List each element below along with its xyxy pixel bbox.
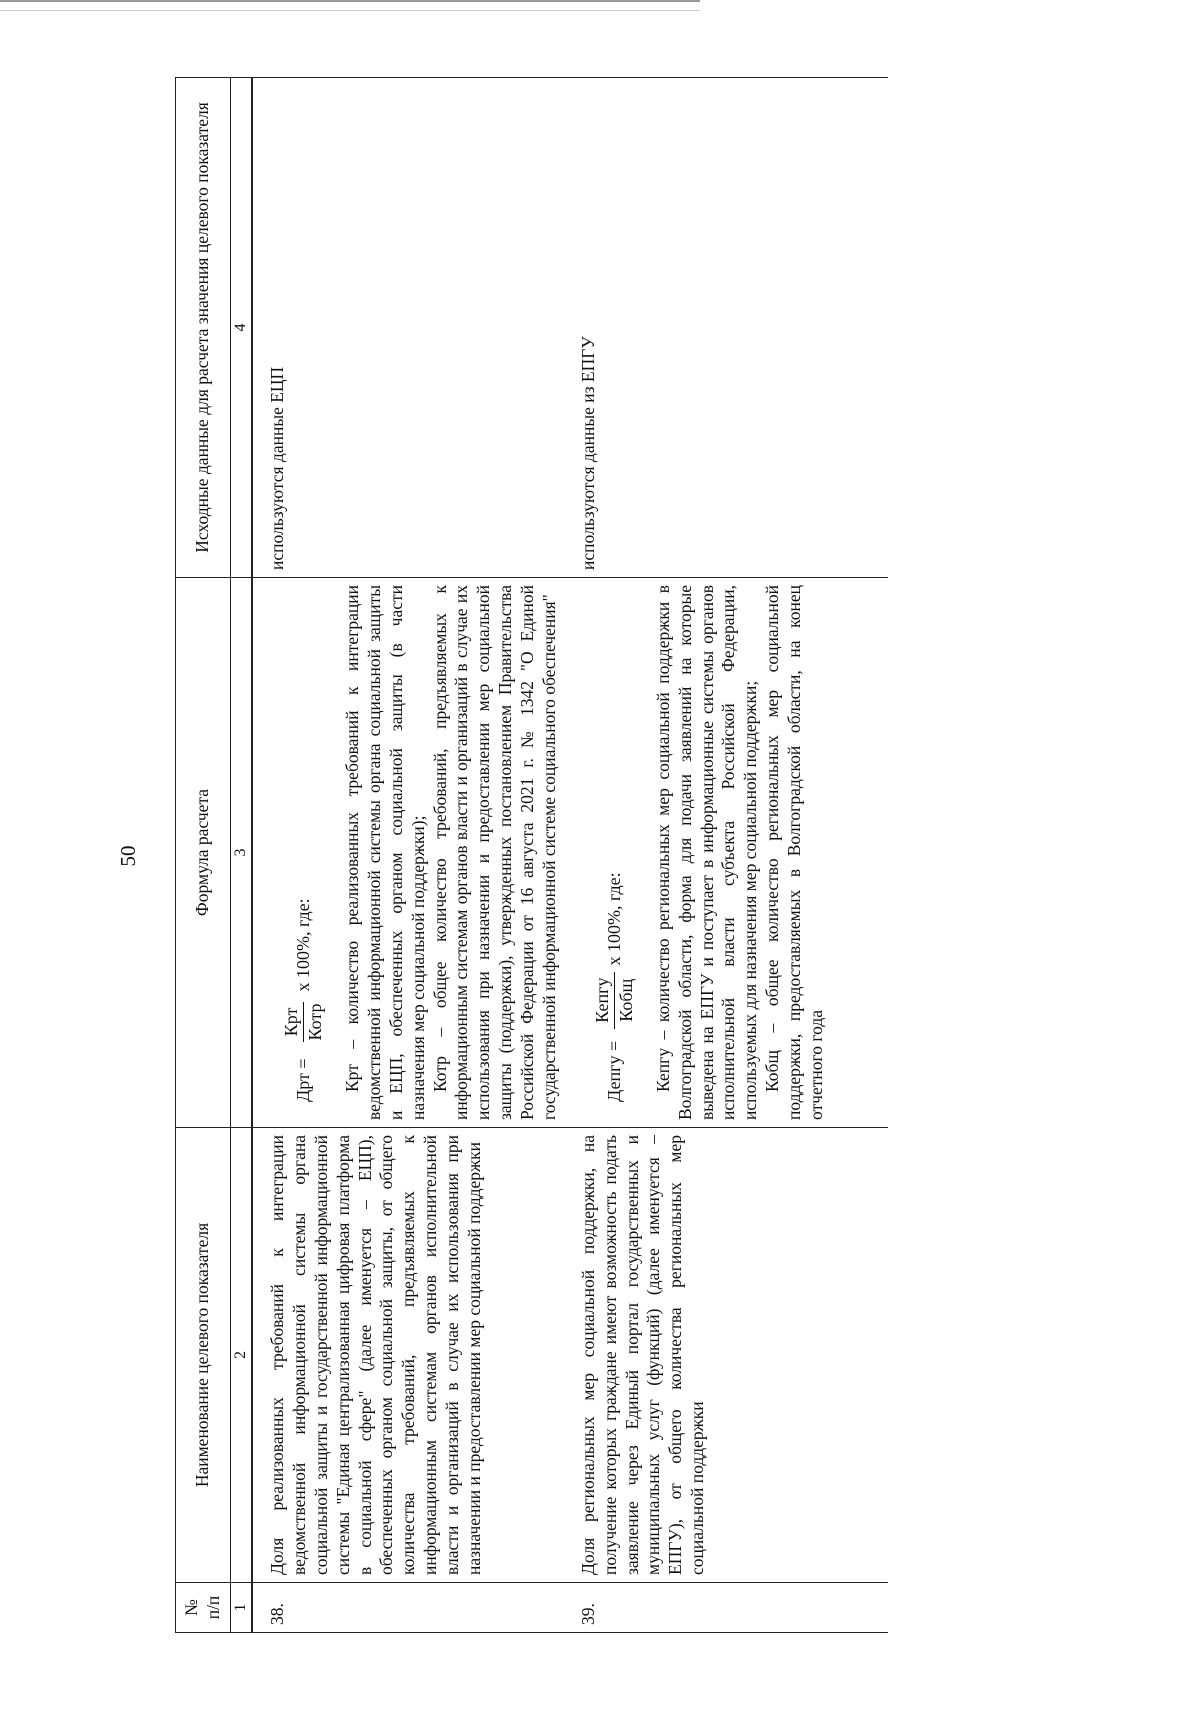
header-num: № п/п	[176, 1583, 231, 1633]
source-cell	[252, 78, 564, 578]
row-number: 38.	[252, 1583, 564, 1633]
table-row	[252, 78, 564, 1633]
formula-definition: Кобщ – общее количество региональных мер социальной поддержки, предоставляемых в Волгоградской области, на конец отчетного года	[762, 585, 826, 1120]
source-text: используются данные из ЕПГУ	[577, 336, 598, 570]
indicators-table	[175, 77, 888, 1633]
formula-definition: Котр – общее количество требований, предъявляемых к информационным системам органов власти и организаций в случае их использования при назначении и предоставлении мер социальной защиты (поддержки), утвержденных постановлением Правительства Российской Федерации от 16 августа 2021 г. № 1342 "О Единой государственной информационной системе социального обеспечения"	[429, 585, 559, 1120]
formula	[281, 585, 326, 1102]
formula-lhs: Депгу =	[603, 1040, 624, 1102]
formula-fraction	[592, 972, 637, 1029]
formula-numerator: Крт	[281, 1002, 304, 1043]
indicator-name	[564, 1128, 888, 1583]
column-number: 4	[231, 78, 253, 578]
source-cell	[564, 78, 888, 578]
formula-lhs: Дрт =	[293, 1058, 313, 1102]
formula	[592, 585, 637, 1102]
row-number: 39.	[564, 1583, 888, 1633]
formula-definition: Крт – количество реализованных требований к интеграции ведомственной информационной системы органа социальной защиты и ЕЦП, обеспеченных органом социальной защиты (в части назначения мер социальной поддержки);	[342, 585, 428, 1120]
source-text: используются данные ЕЦП	[267, 366, 287, 570]
column-number-row	[231, 78, 253, 1633]
table-row	[564, 78, 888, 1633]
indicator-name-text: Доля реализованных требований к интеграции ведомственной информационной системы органа социальной защиты и государственной информационной системы "Единая централизованная цифровая платформа в социальной сфере" (далее именуется – ЕЦП), обеспеченных органом социальной защиты, от общего количества требований, предъявляемых к информационным системам органов исполнительной власти и организаций в случае их использования при назначении и предоставлении мер социальной поддержки	[267, 1135, 484, 1575]
formula-denominator: Кобщ	[615, 978, 636, 1022]
column-number: 3	[231, 578, 253, 1128]
column-number: 1	[231, 1583, 253, 1633]
table-header-row	[176, 78, 231, 1633]
formula-denominator: Котр	[305, 1003, 325, 1041]
formula-suffix: x 100%, где:	[603, 872, 624, 966]
formula-fraction	[281, 997, 326, 1046]
header-name: Наименование целевого показателя	[176, 1128, 231, 1583]
header-source: Исходные данные для расчета значения целевого показателя	[176, 78, 231, 578]
header-formula: Формула расчета	[176, 578, 231, 1128]
formula-definition: Кепгу – количество региональных мер социальной поддержки в Волгоградской области, форма для подачи заявлений на которые выведена на ЕПГУ и поступает в информационные системы органов исполнительной власти субъекта Российской Федерации, используемых для назначения мер социальной поддержки;	[652, 585, 761, 1120]
page-number: 50	[116, 845, 140, 867]
formula-cell	[252, 578, 564, 1128]
formula-cell	[564, 578, 888, 1128]
indicator-name-text: Доля региональных мер социальной поддержки, на получение которых граждане имеют возможность подать заявление через Единый портал государственных и муниципальных услуг (функций) (далее именуется – ЕПГУ), от общего количества региональных мер социальной поддержки	[577, 1135, 708, 1575]
formula-suffix: x 100%, где:	[293, 898, 313, 992]
formula-numerator: Кепгу	[592, 972, 615, 1029]
column-number: 2	[231, 1128, 253, 1583]
indicator-name	[252, 1128, 564, 1583]
